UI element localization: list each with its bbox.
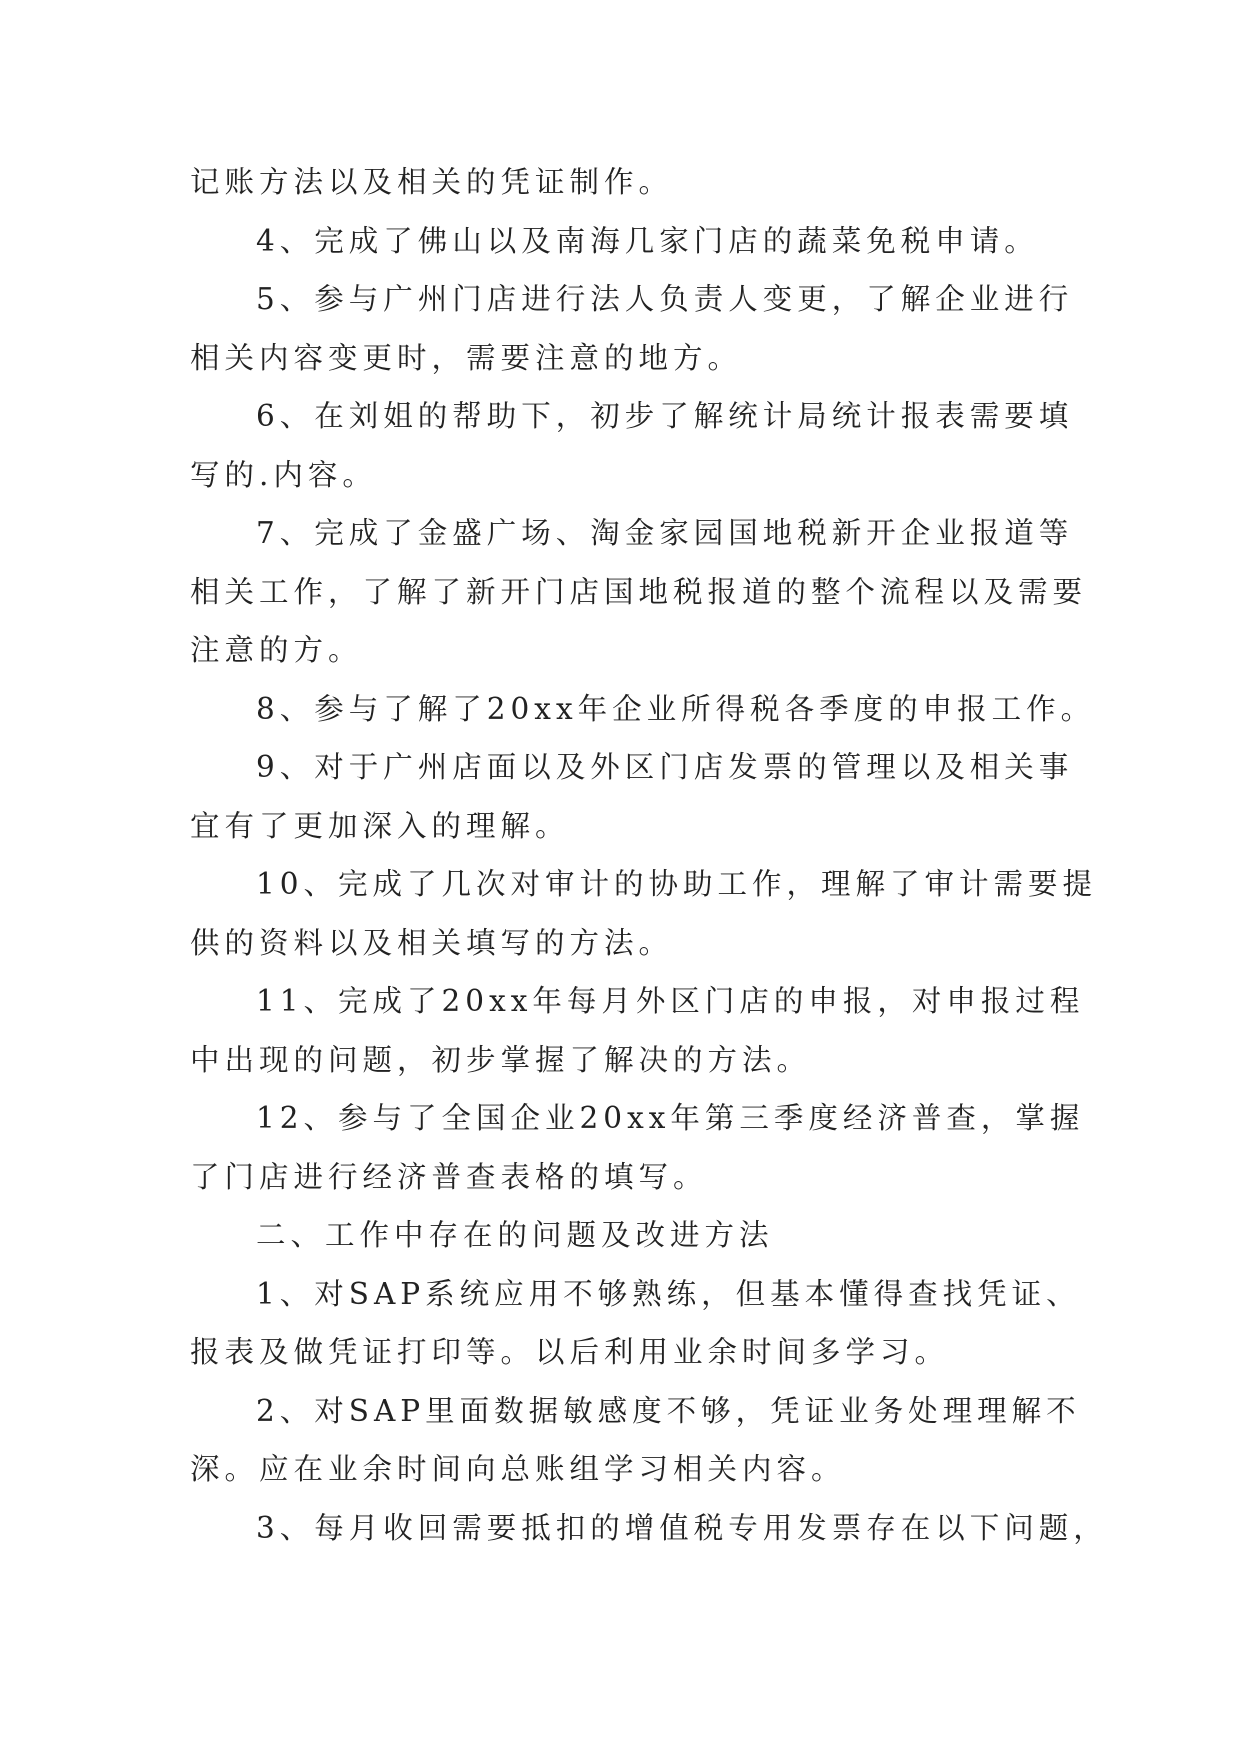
text-line: 2、对SAP里面数据敏感度不够，凭证业务处理理解不 [256, 1393, 1081, 1428]
text-line: 相关工作，了解了新开门店国地税报道的整个流程以及需要 [190, 574, 1088, 609]
text-line: 记账方法以及相关的凭证制作。 [190, 165, 674, 199]
text-line: 6、在刘姐的帮助下，初步了解统计局统计报表需要填 [256, 399, 1074, 433]
text-line: 1、对SAP系统应用不够熟练，但基本懂得查找凭证、 [256, 1276, 1081, 1311]
text-line: 11、完成了20xx年每月外区门店的申报，对申报过程 [256, 984, 1085, 1018]
text-line: 8、参与了解了20xx年企业所得税各季度的申报工作。 [256, 691, 1096, 726]
text-line: 9、对于广州店面以及外区门店发票的管理以及相关事 [256, 750, 1074, 784]
text-line: 5、参与广州门店进行法人负责人变更，了解企业进行 [256, 282, 1074, 316]
text-line: 12、参与了全国企业20xx年第三季度经济普查，掌握 [256, 1101, 1085, 1135]
text-line: 注意的方。 [190, 633, 363, 667]
text-line: 供的资料以及相关填写的方法。 [190, 925, 674, 960]
text-line: 深。应在业余时间向总账组学习相关内容。 [190, 1452, 846, 1486]
text-line: 4、完成了佛山以及南海几家门店的蔬菜免税申请。 [256, 223, 1039, 258]
text-line: 了门店进行经济普查表格的填写。 [190, 1159, 708, 1194]
section-heading: 二、工作中存在的问题及改进方法 [256, 1218, 774, 1252]
document-body [190, 153, 1108, 1557]
text-line: 7、完成了金盛广场、淘金家园国地税新开企业报道等 [256, 516, 1074, 550]
text-line: 中出现的问题，初步掌握了解决的方法。 [190, 1042, 812, 1077]
text-line: 写的.内容。 [190, 457, 377, 492]
text-line: 宜有了更加深入的理解。 [190, 808, 570, 843]
text-line: 10、完成了几次对审计的协助工作，理解了审计需要提 [256, 867, 1098, 901]
text-line: 相关内容变更时，需要注意的地方。 [190, 340, 743, 375]
text-line: 3、每月收回需要抵扣的增值税专用发票存在以下问题， [256, 1510, 1108, 1545]
text-line: 报表及做凭证打印等。以后利用业余时间多学习。 [190, 1335, 950, 1369]
